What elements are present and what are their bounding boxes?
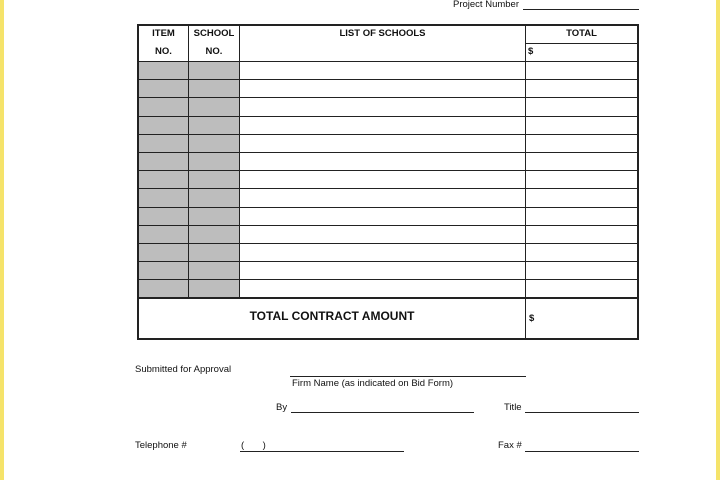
total-header: TOTAL <box>526 26 637 44</box>
total-contract-amount: $ <box>529 313 535 324</box>
school-no-cell <box>189 135 240 153</box>
project-number-label: Project Number <box>453 0 519 10</box>
list-of-schools-header-2 <box>240 44 526 62</box>
school-no-cell <box>189 117 240 135</box>
total-cell[interactable] <box>526 244 637 262</box>
schools-table <box>137 24 639 340</box>
item-no-cell <box>139 262 189 280</box>
school-name-cell[interactable] <box>240 226 526 244</box>
school-name-cell[interactable] <box>240 171 526 189</box>
item-no-cell <box>139 135 189 153</box>
item-no-cell <box>139 208 189 226</box>
total-contract-row <box>139 299 637 338</box>
fax-field[interactable] <box>525 451 639 452</box>
school-no-cell <box>189 189 240 207</box>
total-cell[interactable] <box>526 98 637 116</box>
project-number-field[interactable] <box>523 9 639 10</box>
total-cell[interactable] <box>526 80 637 98</box>
item-no-cell <box>139 171 189 189</box>
item-no-cell <box>139 226 189 244</box>
school-no-cell <box>189 98 240 116</box>
title-label: Title <box>504 402 522 413</box>
bid-form-page <box>4 0 716 480</box>
school-name-cell[interactable] <box>240 98 526 116</box>
telephone-area-code: ( ) <box>241 440 266 451</box>
school-name-cell[interactable] <box>240 189 526 207</box>
school-no-cell <box>189 262 240 280</box>
title-field[interactable] <box>525 412 639 413</box>
by-label: By <box>276 402 288 413</box>
item-no-header: ITEM <box>139 26 189 44</box>
item-no-cell <box>139 117 189 135</box>
total-cell[interactable] <box>526 226 637 244</box>
item-no-cell <box>139 62 189 80</box>
school-no-cell <box>189 153 240 171</box>
total-cell[interactable] <box>526 62 637 80</box>
item-no-cell <box>139 280 189 298</box>
list-of-schools-header: LIST OF SCHOOLS <box>240 26 526 44</box>
total-contract-label: TOTAL CONTRACT AMOUNT <box>139 299 526 338</box>
total-cell[interactable] <box>526 153 637 171</box>
school-no-cell <box>189 226 240 244</box>
total-cell[interactable] <box>526 135 637 153</box>
school-no-cell <box>189 208 240 226</box>
total-cell[interactable] <box>526 171 637 189</box>
submitted-for-approval-label: Submitted for Approval <box>135 364 232 375</box>
total-cell[interactable] <box>526 208 637 226</box>
item-no-cell <box>139 98 189 116</box>
school-no-header-2: NO. <box>189 44 240 62</box>
total-cell[interactable] <box>526 117 637 135</box>
item-no-cell <box>139 244 189 262</box>
school-no-header: SCHOOL <box>189 26 240 44</box>
school-no-cell <box>189 280 240 298</box>
school-name-cell[interactable] <box>240 280 526 298</box>
item-no-cell <box>139 189 189 207</box>
school-name-cell[interactable] <box>240 262 526 280</box>
telephone-field[interactable] <box>240 451 404 452</box>
school-name-cell[interactable] <box>240 135 526 153</box>
item-no-header-2: NO. <box>139 44 189 62</box>
school-no-cell <box>189 244 240 262</box>
school-name-cell[interactable] <box>240 117 526 135</box>
total-cell[interactable] <box>526 262 637 280</box>
telephone-label: Telephone # <box>135 440 187 451</box>
school-no-cell <box>189 171 240 189</box>
by-field[interactable] <box>291 412 474 413</box>
school-no-cell <box>189 62 240 80</box>
school-name-cell[interactable] <box>240 153 526 171</box>
total-cell[interactable] <box>526 189 637 207</box>
item-no-cell <box>139 153 189 171</box>
school-name-cell[interactable] <box>240 208 526 226</box>
school-name-cell[interactable] <box>240 80 526 98</box>
school-name-cell[interactable] <box>240 244 526 262</box>
school-no-cell <box>189 80 240 98</box>
item-no-cell <box>139 80 189 98</box>
firm-name-field[interactable] <box>290 376 526 377</box>
school-name-cell[interactable] <box>240 62 526 80</box>
firm-name-caption: Firm Name (as indicated on Bid Form) <box>292 378 454 389</box>
fax-label: Fax # <box>498 440 522 451</box>
total-cell[interactable] <box>526 280 637 298</box>
total-first-row-dollar: $ <box>526 44 637 62</box>
